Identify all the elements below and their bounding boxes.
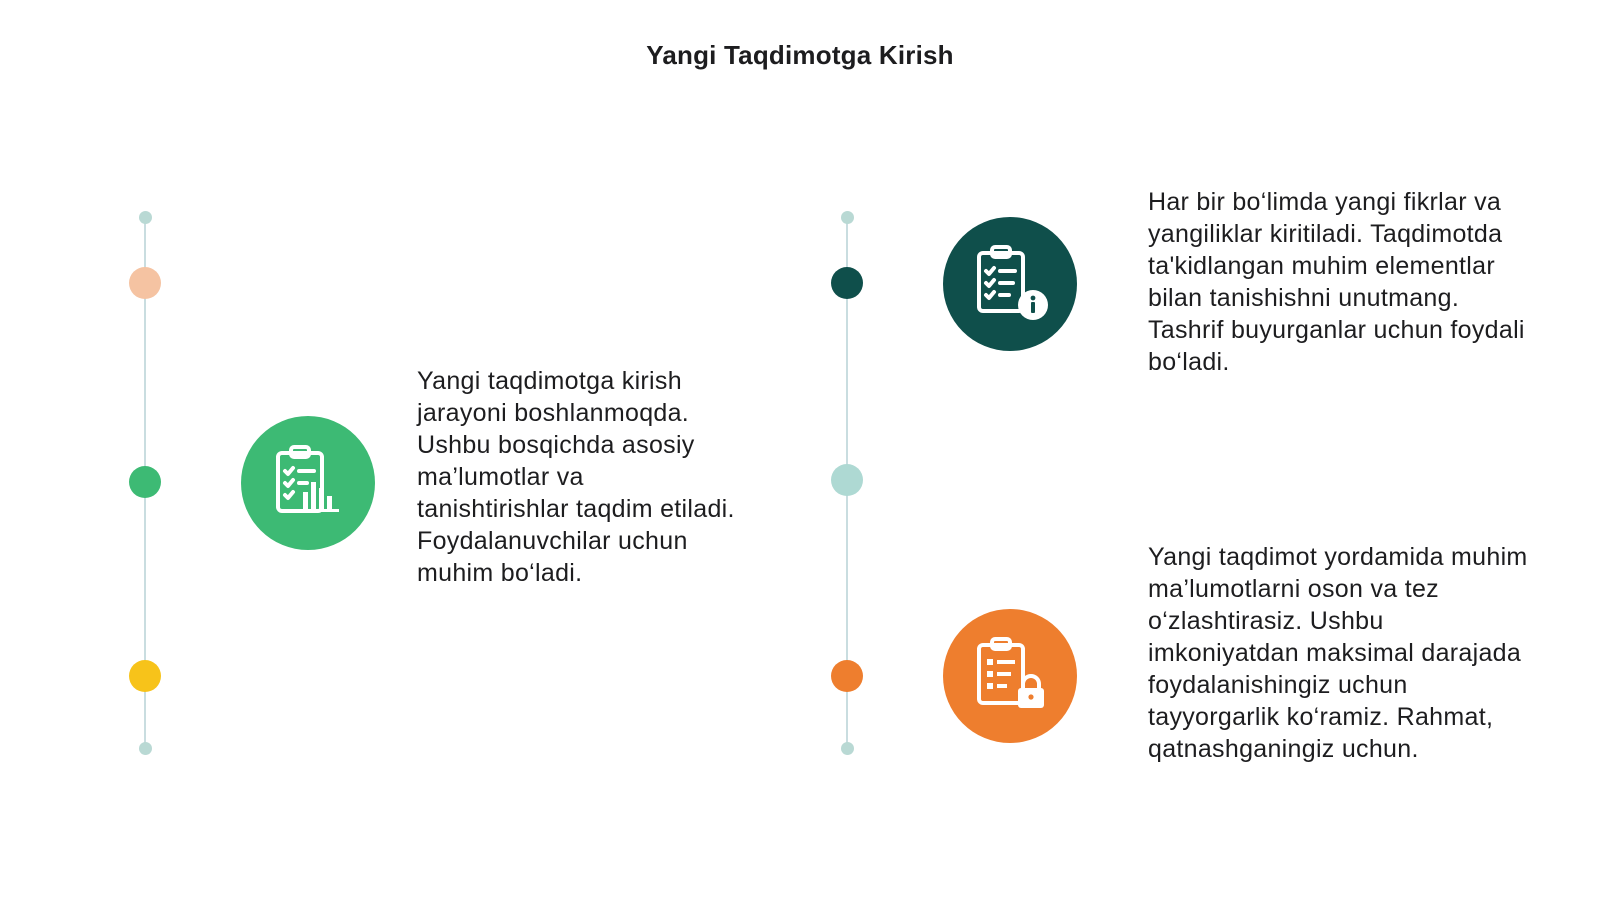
timeline-dot-orange — [831, 660, 863, 692]
item-text: Har bir bo‘limda yangi fikrlar va yangiliklar kiritiladi. Taqdimotda ta'kidlangan muhim elementlar bilan tanishishni unutmang. Tashrif buyurganlar uchun foydali bo‘ladi. — [1148, 188, 1525, 376]
item-text: Yangi taqdimotga kirish jarayoni boshlanmoqda. Ushbu bosqichda asosiy ma’lumotlar va tanishtirishlar taqdim etiladi. Foydalanuvchilar uchun muhim bo‘ladi. — [417, 367, 735, 587]
clipboard-info-icon — [943, 217, 1077, 351]
timeline-dot-small — [841, 211, 854, 224]
clipboard-lock-icon — [943, 609, 1077, 743]
timeline-dot-teal-light — [831, 464, 863, 496]
timeline-dot-green — [129, 466, 161, 498]
timeline-dot-small — [139, 211, 152, 224]
page-title: Yangi Taqdimotga Kirish — [646, 40, 954, 70]
timeline-dot-yellow — [129, 660, 161, 692]
clipboard-chart-icon — [241, 416, 375, 550]
timeline-dot-small — [139, 742, 152, 755]
timeline-dot-teal-dark — [831, 267, 863, 299]
item-text: Yangi taqdimot yordamida muhim ma’lumotlarni oson va tez o‘zlashtirasiz. Ushbu imkoniyatdan maksimal darajada foydalanishingiz uchun tayyorgarlik ko‘ramiz. Rahmat, qatnashganingiz uchun. — [1148, 543, 1528, 763]
timeline-dot-peach — [129, 267, 161, 299]
timeline-dot-small — [841, 742, 854, 755]
